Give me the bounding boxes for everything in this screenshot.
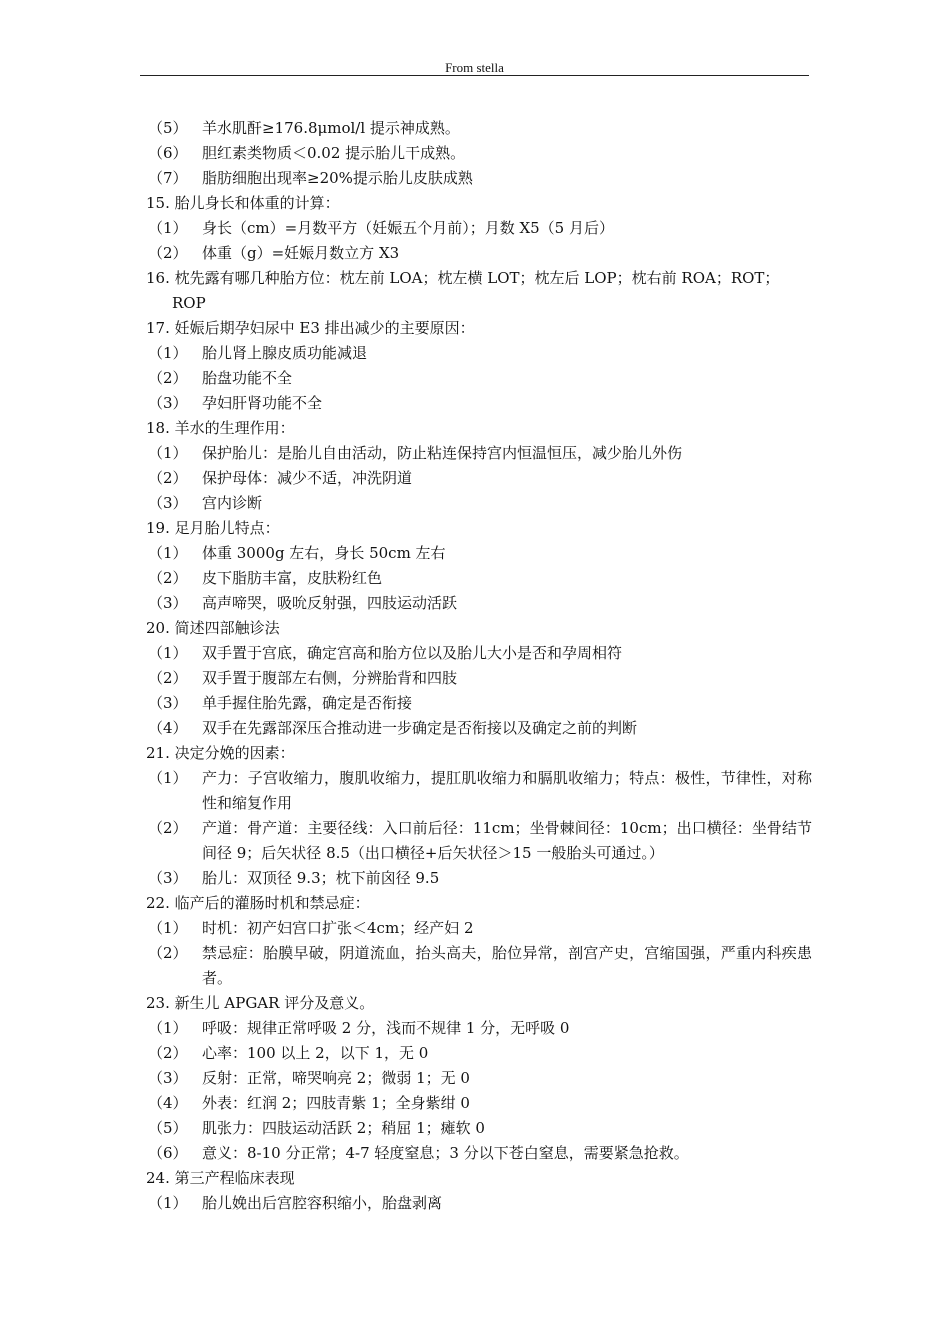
item-text: 肌张力：四肢运动活跃 2；稍屈 1；瘫软 0: [202, 1119, 485, 1137]
list-item: [140, 566, 812, 591]
item-text: 保护母体：减少不适，冲洗阴道: [202, 469, 413, 487]
item-text: 体重（g）=妊娠月数立方 X3: [202, 244, 400, 262]
heading-text: 15. 胎儿身长和体重的计算：: [146, 194, 340, 212]
item-number: （1）: [148, 1019, 188, 1037]
list-item: [140, 866, 812, 891]
section-heading: [140, 416, 812, 441]
heading-text: 19. 足月胎儿特点：: [146, 519, 280, 537]
list-item: [140, 391, 812, 416]
item-text: 呼吸：规律正常呼吸 2 分，浅而不规律 1 分，无呼吸 0: [202, 1019, 570, 1037]
list-item: [140, 916, 812, 941]
list-item: [140, 1041, 812, 1066]
list-item: [140, 541, 812, 566]
item-number: （1）: [148, 444, 188, 462]
list-item: [140, 766, 812, 816]
item-text: 体重 3000g 左右，身长 50cm 左右: [202, 544, 446, 562]
list-item: [140, 641, 812, 666]
item-text: 胆红素类物质＜0.02 提示胎儿干成熟。: [202, 144, 466, 162]
item-text: 禁忌症：胎膜早破，阴道流血，抬头高夫，胎位异常，剖宫产史，宫缩国强，严重内科疾患者。: [202, 944, 812, 987]
list-item: [140, 1066, 812, 1091]
list-item: [140, 1016, 812, 1041]
item-number: （3）: [148, 694, 188, 712]
list-item: [140, 366, 812, 391]
item-text: 胎儿：双顶径 9.3；枕下前囟径 9.5: [202, 869, 440, 887]
item-text: 身长（cm）=月数平方（妊娠五个月前）；月数 X5（5 月后）: [202, 219, 614, 237]
list-item: [140, 716, 812, 741]
item-text: 意义：8-10 分正常；4-7 轻度窒息；3 分以下苍白窒息，需要紧急抢救。: [202, 1144, 689, 1162]
list-item: [140, 491, 812, 516]
item-text: 单手握住胎先露，确定是否衔接: [202, 694, 413, 712]
item-text: 反射：正常，啼哭响亮 2；微弱 1；无 0: [202, 1069, 470, 1087]
item-text: 双手在先露部深压合推动进一步确定是否衔接以及确定之前的判断: [202, 719, 638, 737]
item-number: （5）: [148, 1119, 188, 1137]
list-item: [140, 1191, 812, 1216]
heading-text: 23. 新生儿 APGAR 评分及意义。: [146, 994, 375, 1012]
heading-text: 16. 枕先露有哪几种胎方位：枕左前 LOA；枕左横 LOT；枕左后 LOP；枕右前 ROA；ROT；: [146, 269, 780, 287]
item-number: （1）: [148, 544, 188, 562]
item-number: （2）: [148, 944, 188, 962]
list-item: [140, 241, 812, 266]
item-number: （1）: [148, 344, 188, 362]
item-number: （1）: [148, 769, 188, 787]
item-number: （1）: [148, 1194, 188, 1212]
item-number: （4）: [148, 1094, 188, 1112]
section-heading: [140, 316, 812, 341]
list-item: [140, 1141, 812, 1166]
heading-text: 22. 临产后的灌肠时机和禁忌症：: [146, 894, 370, 912]
heading-text: 24. 第三产程临床表现: [146, 1169, 295, 1187]
item-text: 心率：100 以上 2，以下 1，无 0: [202, 1044, 429, 1062]
item-number: （6）: [148, 144, 188, 162]
section-heading: [140, 516, 812, 541]
item-number: （3）: [148, 394, 188, 412]
item-text: 外表：红润 2；四肢青紫 1；全身紫绀 0: [202, 1094, 470, 1112]
list-item: [140, 166, 812, 191]
item-number: （2）: [148, 569, 188, 587]
heading-continuation: ROP: [172, 294, 206, 312]
item-number: （3）: [148, 869, 188, 887]
list-item: [140, 941, 812, 991]
list-item: [140, 466, 812, 491]
list-item: [140, 441, 812, 466]
item-number: （5）: [148, 119, 188, 137]
list-item: [140, 691, 812, 716]
heading-text: 17. 妊娠后期孕妇尿中 E3 排出减少的主要原因：: [146, 319, 475, 337]
item-text: 产道：骨产道：主要径线：入口前后径：11cm；坐骨棘间径：10cm；出口横径：坐骨结节间径 9；后矢状径 8.5（出口横径+后矢状径＞15 一般胎头可通过。）: [202, 819, 812, 862]
item-number: （3）: [148, 1069, 188, 1087]
heading-text: 21. 决定分娩的因素：: [146, 744, 295, 762]
item-text: 保护胎儿：是胎儿自由活动，防止粘连保持宫内恒温恒压，减少胎儿外伤: [202, 444, 683, 462]
item-text: 产力：子宫收缩力，腹肌收缩力，提肛肌收缩力和膈肌收缩力；特点：极性，节律性，对称性和缩复作用: [202, 769, 812, 812]
item-text: 脂肪细胞出现率≥20%提示胎儿皮肤成熟: [202, 169, 473, 187]
item-text: 羊水肌酐≥176.8μmol/l 提示神成熟。: [202, 119, 460, 137]
list-item: [140, 591, 812, 616]
section-heading: [140, 991, 812, 1016]
list-item: [140, 341, 812, 366]
item-number: （6）: [148, 1144, 188, 1162]
section-heading: [140, 1166, 812, 1191]
item-text: 胎盘功能不全: [202, 369, 293, 387]
section-heading: [140, 741, 812, 766]
item-number: （7）: [148, 169, 188, 187]
item-text: 胎儿娩出后宫腔容积缩小，胎盘剥离: [202, 1194, 443, 1212]
item-text: 宫内诊断: [202, 494, 263, 512]
item-text: 时机：初产妇宫口扩张＜4cm；经产妇 2: [202, 919, 474, 937]
section-heading: [140, 191, 812, 216]
page-header: From stella: [140, 60, 809, 76]
item-text: 胎儿肾上腺皮质功能减退: [202, 344, 368, 362]
item-number: （4）: [148, 719, 188, 737]
item-number: （3）: [148, 594, 188, 612]
item-number: （2）: [148, 669, 188, 687]
heading-text: 20. 简述四部触诊法: [146, 619, 280, 637]
item-number: （2）: [148, 469, 188, 487]
item-number: （2）: [148, 1044, 188, 1062]
section-heading: [140, 616, 812, 641]
item-number: （1）: [148, 219, 188, 237]
section-heading: [140, 266, 812, 316]
item-number: （1）: [148, 644, 188, 662]
section-heading: [140, 891, 812, 916]
item-text: 皮下脂肪丰富，皮肤粉红色: [202, 569, 383, 587]
item-number: （2）: [148, 369, 188, 387]
item-number: （1）: [148, 919, 188, 937]
list-item: [140, 141, 812, 166]
list-item: [140, 816, 812, 866]
item-text: 双手置于腹部左右侧，分辨胎背和四肢: [202, 669, 458, 687]
item-text: 双手置于宫底，确定宫高和胎方位以及胎儿大小是否和孕周相符: [202, 644, 623, 662]
list-item: [140, 116, 812, 141]
document-body: [140, 116, 812, 1216]
list-item: [140, 1116, 812, 1141]
item-number: （2）: [148, 244, 188, 262]
item-text: 高声啼哭，吸吮反射强，四肢运动活跃: [202, 594, 458, 612]
list-item: [140, 216, 812, 241]
list-item: [140, 666, 812, 691]
item-number: （2）: [148, 819, 188, 837]
item-text: 孕妇肝肾功能不全: [202, 394, 323, 412]
heading-text: 18. 羊水的生理作用：: [146, 419, 295, 437]
list-item: [140, 1091, 812, 1116]
item-number: （3）: [148, 494, 188, 512]
